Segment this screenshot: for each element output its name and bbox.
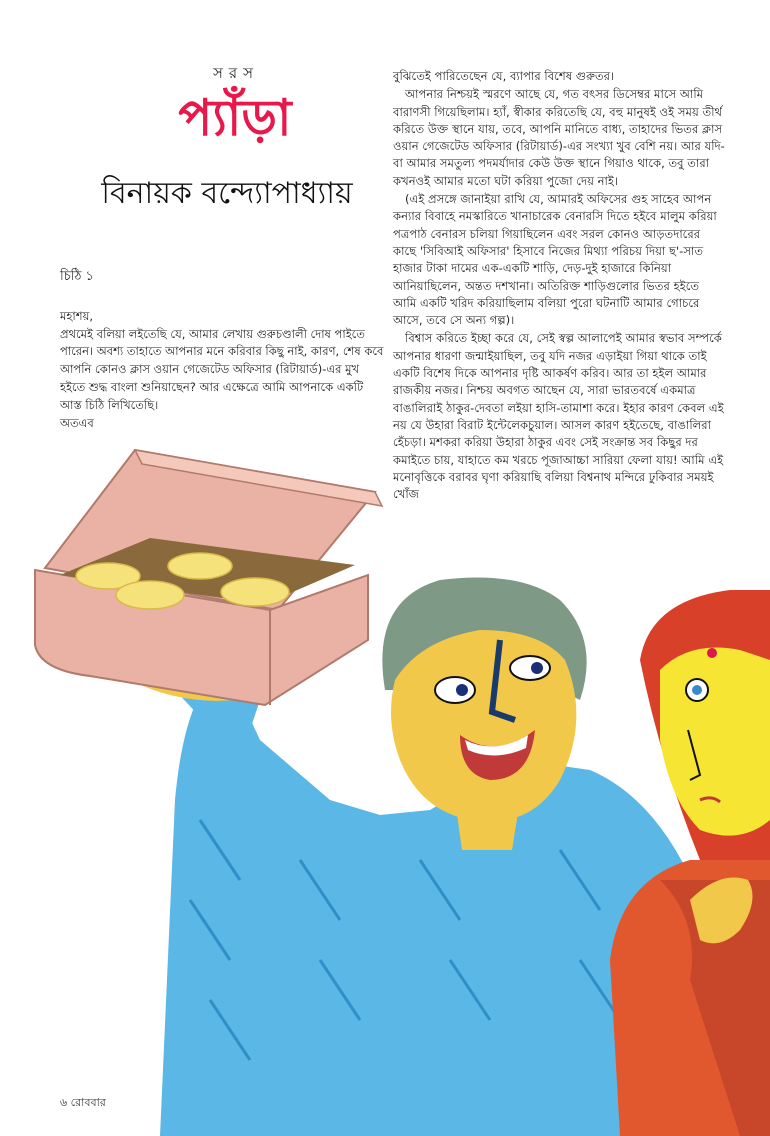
page-footer: ৬ রোববার: [60, 1096, 106, 1109]
letter-paragraph: প্রথমেই বলিয়া লইতেছি যে, আমার লেখায় গুরুচণ্ডালী দোষ পাইতে পারেন। অবশ্য তাহাতে আপনার মনে করিবার কিছু নাই, কারণ, শেষ কবে আপনি কোনও ক্লাস ওয়ান গেজেটেড অফিসার (রিটায়ার্ড)-এর মুখ হইতে শুদ্ধ বাংলা শুনিয়াছেন? আর এক্ষেত্রে আমি আপনাকে একটি আস্ত চিঠি লিখিতেছি।: [60, 326, 384, 412]
author-name: বিনায়ক বন্দ্যোপাধ্যায়: [101, 176, 353, 211]
article-title: প্যাঁড়া: [178, 89, 292, 147]
salutation: মহাশয়,: [60, 308, 93, 323]
letter-closing-word: অতএব: [60, 415, 94, 430]
paragraph: (এই প্রসঙ্গে জানাইয়া রাখি যে, আমারই অফিসের গুহ সাহেব আপন কন্যার বিবাহে নমস্কারিতে খানাচারেক বেনারসি দিতে হইবে মালুম করিয়া পত্রপাঠ বেনারস চলিয়া গিয়াছিলেন এবং সরল কোনও আড়তদারের কাছে 'সিবিআই অফিসার' হিসাবে নিজের মিথ্যা পরিচয় দিয়া ছ'-সাত হাজার টাকা দামের এক-একটি শাড়ি, দেড়-দুই হাজারে কিনিয়া আনিয়াছিলেন, অন্তত দশখানা। অতিরিক্ত শাড়িগুলোর ভিতর হইতে আমি একটি খরিদ করিয়াছিলাম বলিয়া পুরো ঘটনাটি আমার গোচরে আসে, তবে সে অন্য গল্প)।: [393, 192, 717, 328]
paragraph: বুঝিতেই পারিতেছেন যে, ব্যাপার বিশেষ গুরুতর।: [393, 69, 615, 83]
man-face: [391, 630, 576, 822]
paragraph: বিশ্বাস করিতে ইচ্ছা করে যে, সেই স্বল্প আলাপেই আমার স্বভাব সম্পর্কে আপনার ধারণা জন্মাইয়াছিল, তবু যদি নজর এড়াইয়া গিয়া থাকে তাই একটি বিশেষ দিকে আপনার দৃষ্টি আকর্ষণ করিব। আর তা হইল আমার রাজকীয় নজর। নিশ্চয় অবগত আছেন যে, সারা ভারতবর্ষে একমাত্র বাঙালিরাই ঠাকুর-দেবতা লইয়া হাসি-তামাশা করে। ইহার কারণ কেবল এই নয় যে উহারা বিরাট ইন্টেলেকচুয়াল। আসল কারণ হইতেছে, বাঙালিরা হেঁচড়া। মশকরা করিয়া উহারা ঠাকুর এবং সেই সংক্রান্ত সব কিছুর দর কমাইতে চায়, যাহাতে কম খরচে পূজাআচ্চা সারিয়া ফেলা যায়! আমি এই মনোবৃত্তিকে বরাবর ঘৃণা করিয়াছি বলিয়া বিশ্বনাথ মন্দিরে ঢুকিবার সময়ই খোঁজ: [393, 331, 724, 502]
section-kicker: সরস: [212, 64, 260, 82]
paragraph: আপনার নিশ্চয়ই স্মরণে আছে যে, গত বৎসর ডিসেম্বর মাসে আমি বারাণসী গিয়েছিলাম। হ্যাঁ, স্বীকার করিতেছি যে, বহু মানুষই ওই সময় তীর্থ করিতে উক্ত স্থানে যায়, তবে, আপনি মানিতে বাধ্য, তাহাদের ভিতর ক্লাস ওয়ান গেজেটেড অফিসার (রিটায়ার্ড)-এর সংখ্যা খুব বেশি নয়। আর যদি-বা আমার সমতুল্য পদমর্যাদার কেউ উক্ত স্থানে গিয়াও থাকে, তবু তারা কখনওই আমার মতো ঘটা করিয়া পুজো দেয় নাই।: [393, 87, 725, 188]
letter-heading: চিঠি ১: [60, 269, 94, 284]
woman-face: [660, 648, 770, 836]
